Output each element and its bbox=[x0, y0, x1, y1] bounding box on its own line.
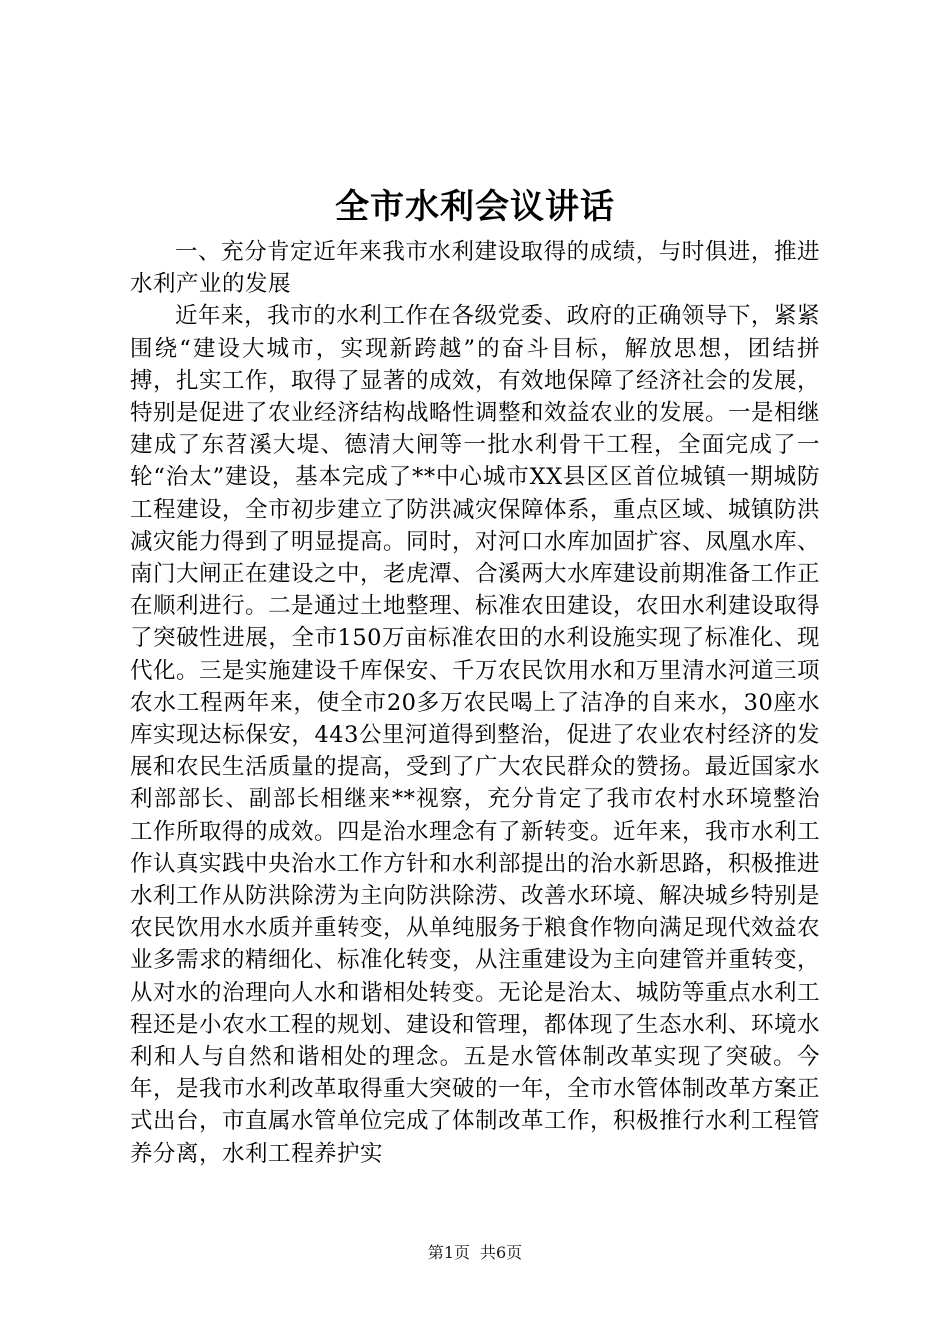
document-body bbox=[130, 236, 820, 1170]
page-footer bbox=[0, 1242, 950, 1264]
document-title: 全市水利会议讲话 bbox=[335, 187, 615, 227]
page-total: 共6页 bbox=[480, 1243, 523, 1262]
page-number: 第1页 bbox=[427, 1243, 470, 1262]
body-paragraph: 近年来，我市的水利工作在各级党委、政府的正确领导下，紧紧围绕“建设大城市，实现新跨越”的奋斗目标，解放思想，团结拼搏，扎实工作，取得了显著的成效，有效地保障了经济社会的发展，特别是促进了农业经济结构战略性调整和效益农业的发展。一是相继建成了东苕溪大堤、德清大闸等一批水利骨干工程，全面完成了一轮“治太”建设，基本完成了**中心城市XX县区区首位城镇一期城防工程建设，全市初步建立了防洪减灾保障体系，重点区域、城镇防洪减灾能力得到了明显提高。同时，对河口水库加固扩容、凤凰水库、南门大闸正在建设之中，老虎潭、合溪两大水库建设前期准备工作正在顺利进行。二是通过土地整理、标准农田建设，农田水利建设取得了突破性进展，全市150万亩标准农田的水利设施实现了标准化、现代化。三是实施建设千库保安、千万农民饮用水和万里清水河道三项农水工程两年来，使全市20多万农民喝上了洁净的自来水，30座水库实现达标保安，443公里河道得到整治，促进了农业农村经济的发展和农民生活质量的提高，受到了广大农民群众的赞扬。最近国家水利部部长、副部长相继来**视察，充分肯定了我市农村水环境整治工作所取得的成效。四是治水理念有了新转变。近年来，我市水利工作认真实践中央治水工作方针和水利部提出的治水新思路，积极推进水利工作从防洪除涝为主向防洪除涝、改善水环境、解决城乡特别是农民饮用水水质并重转变，从单纯服务于粮食作物向满足现代效益农业多需求的精细化、标准化转变，从注重建设为主向建管并重转变，从对水的治理向人水和谐相处转变。无论是治太、城防等重点水利工程还是小农水工程的规划、建设和管理，都体现了生态水利、环境水利和人与自然和谐相处的理念。五是水管体制改革实现了突破。今年，是我市水利改革取得重大突破的一年，全市水管体制改革方案正式出台，市直属水管单位完成了体制改革工作，积极推行水利工程管养分离，水利工程养护实 bbox=[130, 303, 821, 1167]
section-heading: 一、充分肯定近年来我市水利建设取得的成绩，与时俱进，推进水利产业的发展 bbox=[130, 239, 820, 298]
